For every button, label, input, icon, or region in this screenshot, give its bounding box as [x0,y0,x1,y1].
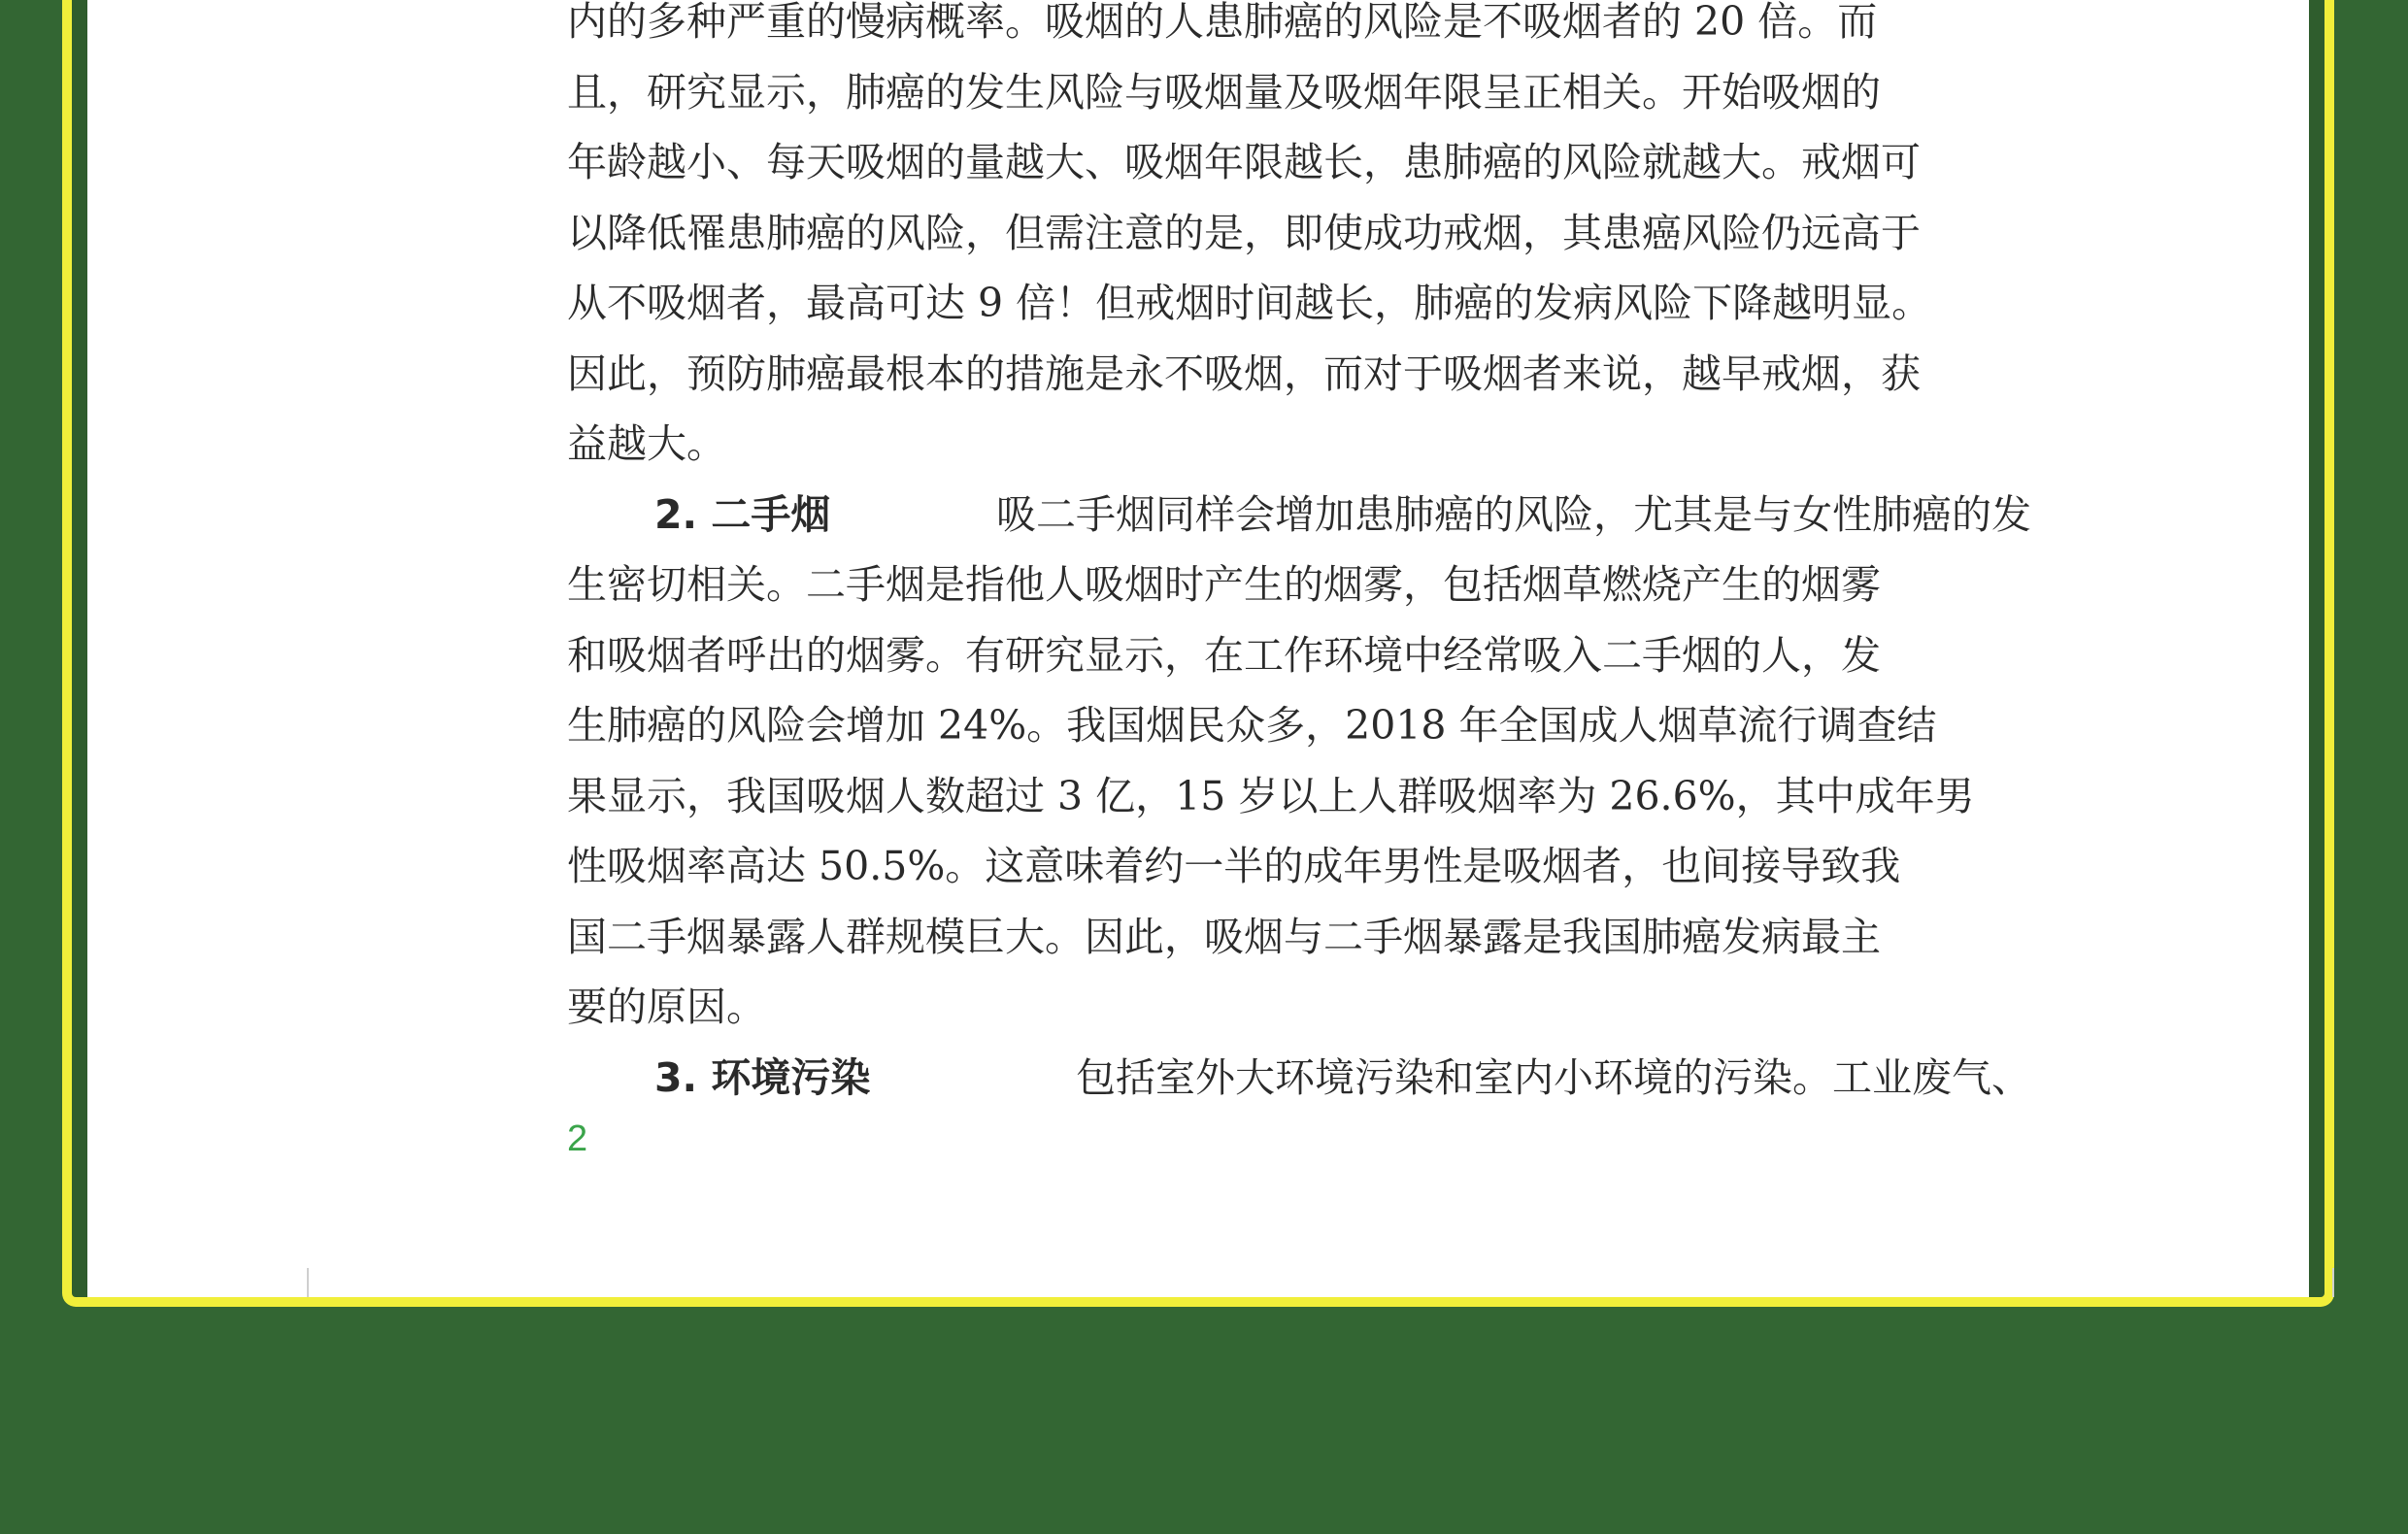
text-line: 国二手烟暴露人群规模巨大。因此，吸烟与二手烟暴露是我国肺癌发病最主 [567,913,1881,960]
paragraph-heading-line [567,1043,2031,1114]
text-line: 生密切相关。二手烟是指他人吸烟时产生的烟雾，包括烟草燃烧产生的烟雾 [567,561,1881,608]
section-heading: 2. 二手烟 [654,490,831,538]
text-line: 且，研究显示，肺癌的发生风险与吸烟量及吸烟年限呈正相关。开始吸烟的 [567,68,1881,116]
text-line: 果显示，我国吸烟人数超过 3 亿，15 岁以上人群吸烟率为 26.6%，其中成年男 [567,772,1975,819]
text-line: 年龄越小、每天吸烟的量越大、吸烟年限越长，患肺癌的风险就越大。戒烟可 [567,139,1921,185]
page-number: 2 [567,1118,588,1159]
body-text [567,0,2031,1113]
text-line: 从不吸烟者，最高可达 9 倍！但戒烟时间越长，肺癌的发病风险下降越明显。 [567,280,1932,326]
crop-mark-left [307,1268,309,1297]
text-line: 性吸烟率高达 50.5%。这意味着约一半的成年男性是吸烟者，也间接导致我 [567,843,1901,889]
text-line: 益越大。 [567,420,726,467]
text-span: 包括室外大环境污染和室内小环境的污染。工业废气、 [1076,1053,2031,1101]
text-span: 吸二手烟同样会增加患肺癌的风险，尤其是与女性肺癌的发 [996,490,2031,538]
text-line: 因此，预防肺癌最根本的措施是永不吸烟，而对于吸烟者来说，越早戒烟，获 [567,350,1921,397]
section-heading: 3. 环境污染 [654,1053,871,1101]
text-line: 要的原因。 [567,984,766,1030]
text-line: 生肺癌的风险会增加 24%。我国烟民众多，2018 年全国成人烟草流行调查结 [567,702,1937,749]
text-line: 以降低罹患肺癌的风险，但需注意的是，即使成功戒烟，其患癌风险仍远高于 [567,209,1921,256]
text-line: 和吸烟者呼出的烟雾。有研究显示，在工作环境中经常吸入二手烟的人，发 [567,631,1881,679]
paragraph-heading-line [567,480,2031,550]
text-line: 内的多种严重的慢病概率。吸烟的人患肺癌的风险是不吸烟者的 20 倍。而 [567,0,1878,45]
book-page [87,0,2309,1297]
crop-mark-right [2332,1268,2334,1297]
